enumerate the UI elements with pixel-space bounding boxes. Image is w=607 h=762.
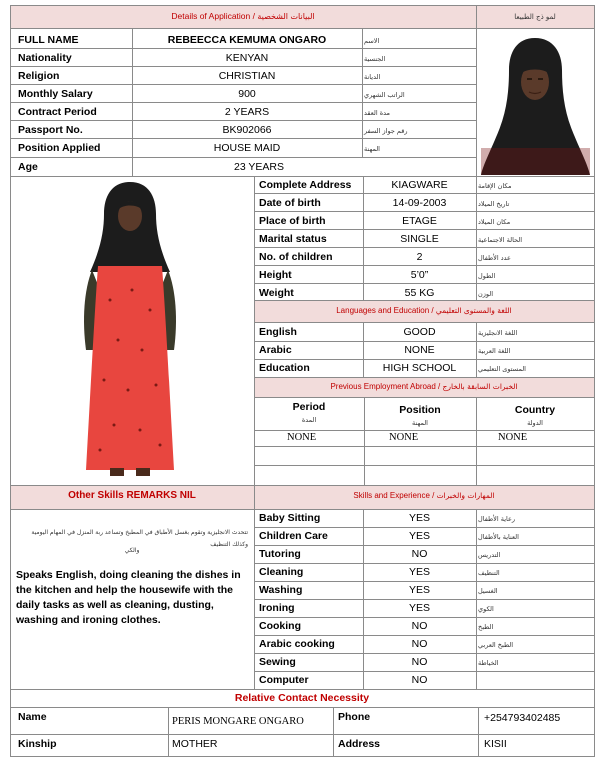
skill-value: NO bbox=[411, 638, 428, 650]
language-label: Education bbox=[259, 362, 310, 374]
skill-value: NO bbox=[411, 674, 428, 686]
other-skills-title: Other Skills REMARKS NIL bbox=[68, 490, 196, 501]
personal-label: Place of birth bbox=[259, 215, 326, 227]
personal-value: SINGLE bbox=[400, 233, 439, 245]
employment-position-value: NONE bbox=[389, 432, 419, 443]
detail-label: Passport No. bbox=[18, 124, 83, 136]
skill-label: Ironing bbox=[259, 602, 295, 614]
skill-label-ar: رعاية الأطفال bbox=[478, 515, 516, 523]
language-label-ar: اللغة الانجليزية bbox=[478, 329, 518, 337]
languages-title: Languages and Education / اللغة والمستوى التعليمي bbox=[336, 306, 512, 315]
skill-value: YES bbox=[408, 566, 430, 578]
personal-value: 2 bbox=[416, 251, 423, 263]
language-value: HIGH SCHOOL bbox=[382, 362, 457, 374]
skill-value: YES bbox=[408, 602, 430, 614]
skill-value: YES bbox=[408, 584, 430, 596]
personal-label: Height bbox=[259, 269, 292, 281]
skill-value: NO bbox=[411, 548, 428, 560]
contact-phone-label: Phone bbox=[338, 711, 371, 723]
personal-value: 55 KG bbox=[404, 287, 435, 299]
detail-value: 23 YEARS bbox=[233, 161, 284, 173]
skill-label-ar: العناية بالأطفال bbox=[478, 533, 519, 541]
personal-label-ar: الحالة الاجتماعية bbox=[478, 236, 523, 244]
detail-label: FULL NAME bbox=[18, 34, 79, 46]
photo-label: لمو ذج الطبيعا bbox=[514, 13, 556, 21]
other-skills-text-ar: تتحدث الانجليزية وتقوم بغسل الأطباق في المطبخ وتساعد ربة المنزل في المهام اليومية وكذلك التنظيف bbox=[31, 529, 248, 548]
contact-name-value: PERIS MONGARE ONGARO bbox=[172, 716, 304, 727]
skill-label: Children Care bbox=[259, 530, 328, 542]
language-label: Arabic bbox=[259, 344, 292, 356]
skill-label-ar: الغسيل bbox=[478, 587, 498, 595]
detail-label: Monthly Salary bbox=[18, 88, 93, 100]
detail-value: REBEECCA KEMUMA ONGARO bbox=[167, 34, 327, 46]
personal-value: 5’0” bbox=[410, 269, 429, 281]
personal-label: Date of birth bbox=[259, 197, 321, 209]
detail-value: BK902066 bbox=[222, 124, 272, 136]
skill-value: NO bbox=[411, 656, 428, 668]
personal-label: Marital status bbox=[259, 233, 327, 245]
personal-label-ar: تاريخ الميلاد bbox=[478, 200, 510, 208]
detail-label: Contract Period bbox=[18, 106, 97, 118]
contact-kinship-label: Kinship bbox=[18, 738, 57, 750]
personal-label-ar: الطول bbox=[478, 272, 496, 280]
language-value: NONE bbox=[404, 344, 435, 356]
detail-value: 2 YEARS bbox=[224, 106, 270, 118]
skill-label: Washing bbox=[259, 584, 303, 596]
language-value: GOOD bbox=[403, 326, 436, 338]
contact-title: Relative Contact Necessity bbox=[234, 692, 370, 704]
employment-title: Previous Employment Abroad / الخبرات السابقة بالخارج bbox=[330, 382, 518, 391]
personal-label: Complete Address bbox=[259, 179, 352, 191]
skill-value: YES bbox=[408, 512, 430, 524]
personal-label-ar: مكان الإقامة bbox=[478, 182, 512, 190]
employment-period-value: NONE bbox=[287, 432, 317, 443]
skills-title: Skills and Experience / المهارات والخبرات bbox=[353, 491, 495, 500]
detail-label-ar: الاسم bbox=[364, 37, 380, 45]
skill-label: Cooking bbox=[259, 620, 301, 632]
language-label: English bbox=[259, 326, 297, 338]
skill-label: Cleaning bbox=[259, 566, 304, 578]
employment-position-header: Position bbox=[399, 404, 441, 416]
personal-value: ETAGE bbox=[402, 215, 437, 227]
skill-label: Tutoring bbox=[259, 548, 301, 560]
language-label-ar: اللغة العربية bbox=[478, 347, 511, 355]
skill-label-ar: الطبخ العربي bbox=[478, 641, 514, 649]
skill-label-ar: الطبخ bbox=[478, 623, 494, 631]
detail-label: Position Applied bbox=[18, 142, 101, 154]
personal-label: No. of children bbox=[259, 251, 333, 263]
personal-value: KIAGWARE bbox=[391, 179, 448, 191]
skill-label: Baby Sitting bbox=[259, 512, 321, 524]
contact-address-value: KISII bbox=[484, 738, 507, 750]
detail-label-ar: الجنسية bbox=[364, 55, 386, 63]
applicant-portrait-photo bbox=[477, 30, 594, 175]
skill-label-ar: الخياطة bbox=[478, 659, 499, 667]
language-label-ar: المستوى التعليمي bbox=[478, 365, 526, 373]
skill-label-ar: الكوي bbox=[478, 605, 494, 613]
application-title: Details of Application / البيانات الشخصية bbox=[171, 11, 315, 21]
skill-value: NO bbox=[411, 620, 428, 632]
personal-label-ar: عدد الأطفال bbox=[478, 254, 511, 262]
applicant-full-body-photo bbox=[70, 180, 190, 485]
detail-label-ar: مدة العقد bbox=[364, 109, 390, 117]
personal-label-ar: مكان الميلاد bbox=[478, 218, 511, 226]
detail-label: Age bbox=[18, 161, 38, 173]
employment-period-header-ar: المدة bbox=[301, 416, 317, 424]
skill-label-ar: التنظيف bbox=[478, 569, 500, 577]
detail-label: Religion bbox=[18, 70, 60, 82]
other-skills-text-ar-2: والكي bbox=[124, 547, 140, 554]
contact-address-label: Address bbox=[338, 738, 381, 750]
other-skills-text: Speaks English, doing cleaning the dishes in the kitchen and help the housewife with the daily tasks as well as cleaning, dusting, washing and ironing clothes. bbox=[16, 569, 241, 626]
employment-period-header: Period bbox=[292, 401, 326, 413]
detail-value: HOUSE MAID bbox=[213, 142, 281, 154]
skill-label: Arabic cooking bbox=[259, 638, 335, 650]
personal-label-ar: الوزن bbox=[478, 290, 494, 298]
detail-value: CHRISTIAN bbox=[218, 70, 276, 82]
contact-name-label: Name bbox=[18, 711, 47, 723]
detail-value: 900 bbox=[238, 88, 256, 100]
detail-label-ar: الراتب الشهري bbox=[364, 91, 405, 99]
detail-label: Nationality bbox=[18, 52, 72, 64]
employment-country-header-ar: الدولة bbox=[527, 419, 543, 427]
personal-value: 14-09-2003 bbox=[392, 197, 447, 209]
skill-label-ar: التدريس bbox=[478, 551, 501, 559]
personal-label: Weight bbox=[259, 287, 294, 299]
detail-label-ar: المهنة bbox=[364, 145, 380, 153]
employment-position-header-ar: المهنة bbox=[412, 419, 428, 427]
skill-label: Computer bbox=[259, 674, 309, 686]
skill-value: YES bbox=[408, 530, 430, 542]
employment-country-value: NONE bbox=[498, 432, 528, 443]
contact-phone-value: +254793402485 bbox=[484, 712, 561, 724]
employment-country-header: Country bbox=[514, 404, 556, 416]
contact-kinship-value: MOTHER bbox=[172, 738, 218, 750]
detail-label-ar: رقم جواز السفر bbox=[364, 127, 408, 135]
detail-label-ar: الديانة bbox=[364, 73, 381, 81]
skill-label: Sewing bbox=[259, 656, 296, 668]
detail-value: KENYAN bbox=[225, 52, 269, 64]
